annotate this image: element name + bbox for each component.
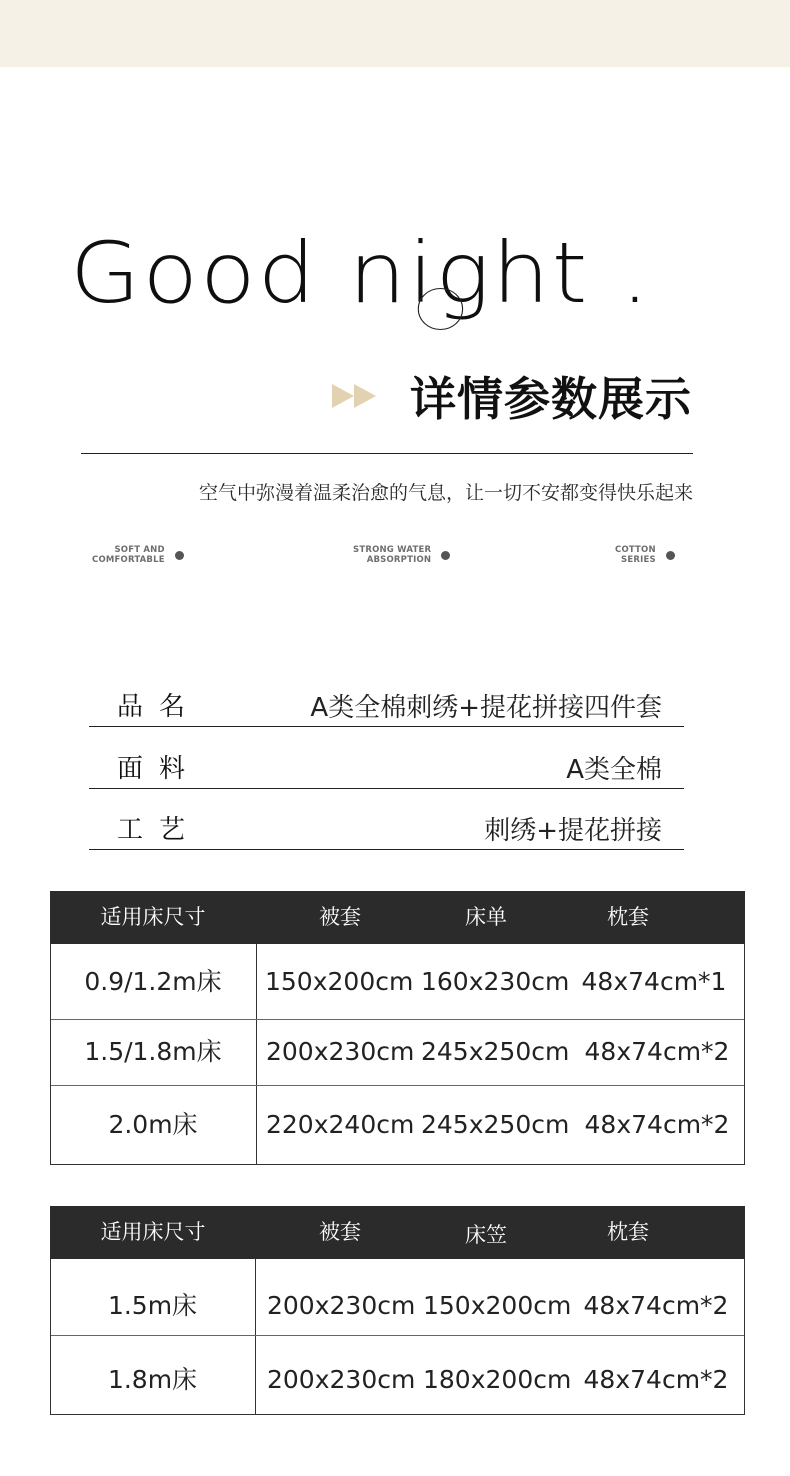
header-cell: 被套 bbox=[319, 905, 361, 929]
table-row: 1.8m床 200x230cm 180x200cm 48x74cm*2 bbox=[107, 1365, 729, 1394]
header-cell: 适用床尺寸 bbox=[100, 905, 206, 929]
info-key: 工艺 bbox=[117, 815, 202, 845]
hero-text: Good night . bbox=[70, 224, 652, 322]
feature-absorption bbox=[353, 545, 450, 565]
hero-heading bbox=[70, 218, 652, 328]
header-cell: 被套 bbox=[319, 1220, 361, 1244]
bullet-dot-icon bbox=[175, 551, 184, 560]
table-row: 2.0m床 220x240cm 245x250cm 48x74cm*2 bbox=[108, 1110, 730, 1139]
feature-label: SOFT AND COMFORTABLE bbox=[92, 545, 165, 565]
table-row: 1.5m床 200x230cm 150x200cm 48x74cm*2 bbox=[51, 1259, 744, 1336]
info-row-name bbox=[89, 676, 684, 727]
divider bbox=[81, 453, 693, 454]
info-key: 面料 bbox=[117, 754, 202, 784]
table-header bbox=[50, 1206, 745, 1259]
info-value: A类全棉 bbox=[566, 755, 662, 785]
header-cell: 枕套 bbox=[607, 1220, 649, 1244]
feature-soft bbox=[92, 545, 184, 565]
info-row-craft bbox=[89, 799, 684, 850]
bullet-dot-icon bbox=[441, 551, 450, 560]
double-right-arrow-icon bbox=[332, 384, 376, 408]
feature-cotton bbox=[615, 545, 675, 565]
header-cell: 适用床尺寸 bbox=[100, 1220, 206, 1244]
table-row: 0.9/1.2m床 150x200cm 160x230cm 48x74cm*1 bbox=[51, 944, 744, 1020]
feature-label: COTTON SERIES bbox=[615, 545, 656, 565]
tagline: 空气中弥漫着温柔治愈的气息，让一切不安都变得快乐起来 bbox=[198, 482, 693, 504]
bullet-dot-icon bbox=[666, 551, 675, 560]
feature-label: STRONG WATER ABSORPTION bbox=[353, 545, 432, 565]
table-row: 1.5/1.8m床 200x230cm 245x250cm 48x74cm*2 bbox=[51, 1019, 744, 1086]
top-band bbox=[0, 0, 790, 67]
section-title: 详情参数展示 bbox=[410, 372, 692, 426]
info-value: A类全棉刺绣+提花拼接四件套 bbox=[310, 693, 662, 723]
ornament-ring-icon bbox=[418, 288, 463, 330]
info-row-fabric bbox=[89, 738, 684, 789]
table-header bbox=[50, 891, 745, 944]
header-cell: 枕套 bbox=[607, 905, 649, 929]
size-table-fitted bbox=[50, 1206, 745, 1415]
size-table-sheet bbox=[50, 891, 745, 1165]
section-header bbox=[332, 360, 692, 432]
header-cell: 床单 bbox=[465, 905, 507, 929]
info-key: 品名 bbox=[117, 692, 202, 722]
info-value: 刺绣+提花拼接 bbox=[484, 816, 662, 846]
header-cell: 床笠 bbox=[465, 1223, 507, 1247]
